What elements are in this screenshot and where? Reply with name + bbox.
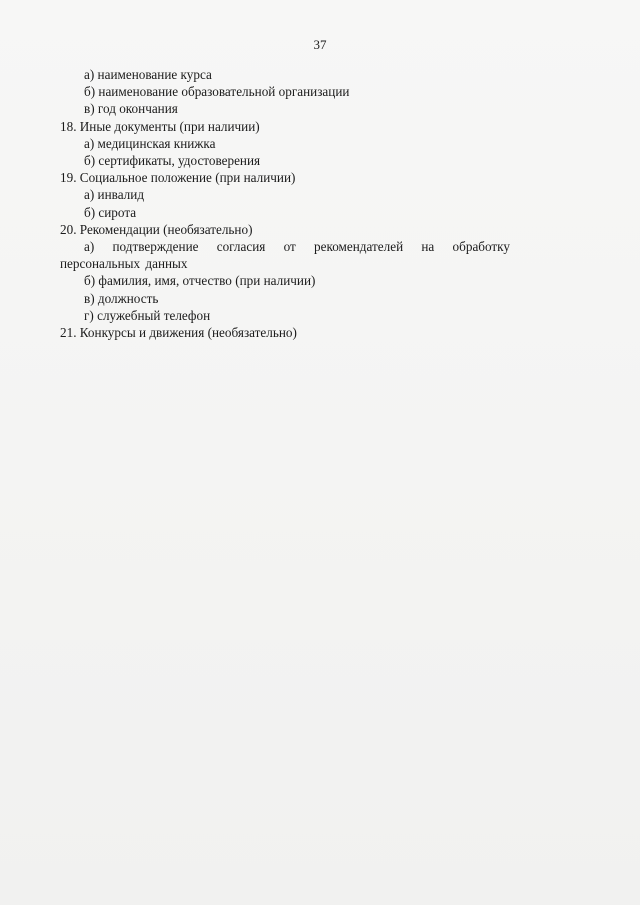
list-subitem-work-phone: г) служебный телефон [84, 307, 211, 323]
page-number: 37 [313, 37, 327, 52]
list-subitem-orphan: б) сирота [84, 204, 137, 220]
list-subitem-consent-data-processing: а) подтверждение согласия от рекомендателей на обработку персональных данных [60, 239, 510, 272]
list-subitem-disabled: а) инвалид [84, 187, 145, 203]
list-subitem-graduation-year: в) год окончания [84, 101, 178, 117]
list-item-18-other-documents: 18. Иные документы (при наличии) [60, 118, 260, 134]
list-subitem-course-name: а) наименование курса [84, 67, 212, 82]
list-subitem-medical-book: а) медицинская книжка [84, 135, 216, 151]
list-item-19-social-status: 19. Социальное положение (при наличии) [60, 170, 296, 186]
list-item-20-recommendations: 20. Рекомендации (необязательно) [60, 221, 253, 237]
list-subitem-certificates: б) сертификаты, удостоверения [84, 153, 261, 169]
list-item-21-contests: 21. Конкурсы и движения (необязательно) [60, 325, 297, 341]
document-body [60, 66, 510, 341]
list-subitem-position: в) должность [84, 290, 159, 306]
list-subitem-full-name: б) фамилия, имя, отчество (при наличии) [84, 273, 316, 289]
list-subitem-institution-name: б) наименование образовательной организации [84, 84, 350, 100]
